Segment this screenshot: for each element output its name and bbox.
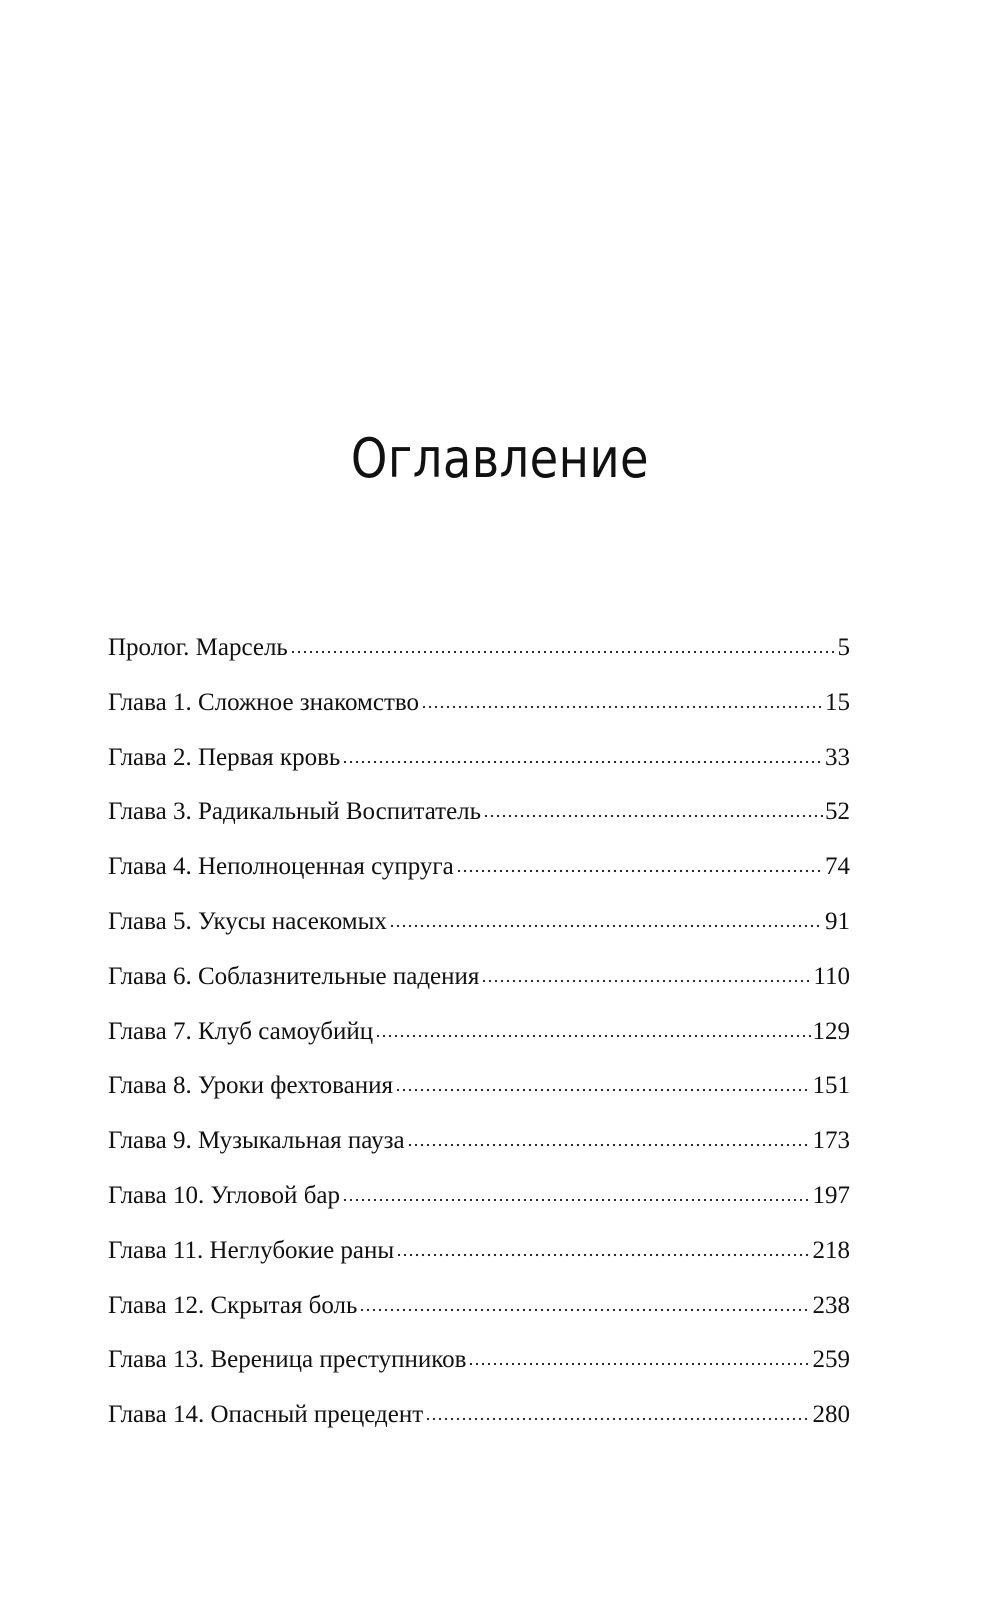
- toc-entry[interactable]: [108, 904, 850, 959]
- dot-leader: [359, 1290, 810, 1315]
- toc-entry-page: 74: [825, 853, 850, 881]
- toc-entry[interactable]: [108, 1068, 850, 1123]
- toc-entry-label: Глава 11. Неглубокие раны: [108, 1236, 395, 1264]
- toc-entry-page: 218: [812, 1236, 850, 1264]
- dot-leader: [481, 961, 811, 986]
- toc-entry-page: 173: [812, 1127, 850, 1155]
- toc-entry-page: 238: [812, 1291, 850, 1319]
- toc-entry-page: 52: [825, 798, 850, 826]
- toc-entry-label: Глава 5. Укусы насекомых: [108, 907, 387, 935]
- toc-entry-page: 259: [812, 1346, 850, 1374]
- dot-leader: [425, 1399, 810, 1424]
- toc-entry[interactable]: [108, 1342, 850, 1397]
- dot-leader: [342, 742, 823, 767]
- toc-entry-page: 15: [825, 688, 850, 716]
- toc-entry-page: 129: [812, 1017, 850, 1045]
- page-title: Оглавление: [350, 427, 650, 490]
- toc-entry-label: Глава 8. Уроки фехтования: [108, 1072, 394, 1100]
- dot-leader: [468, 1344, 810, 1369]
- toc-entry-label: Глава 14. Опасный прецедент: [108, 1401, 424, 1429]
- toc-entry[interactable]: [108, 630, 850, 685]
- toc-entry[interactable]: [108, 740, 850, 795]
- table-of-contents: [108, 630, 850, 1452]
- toc-entry-page: 33: [825, 743, 850, 771]
- toc-entry[interactable]: [108, 849, 850, 904]
- toc-entry-label: Глава 2. Первая кровь: [108, 743, 341, 771]
- toc-entry[interactable]: [108, 959, 850, 1014]
- toc-entry-page: 110: [813, 962, 850, 990]
- toc-entry[interactable]: [108, 1123, 850, 1178]
- toc-entry[interactable]: [108, 794, 850, 849]
- toc-entry-label: Глава 7. Клуб самоубийц: [108, 1017, 374, 1045]
- toc-entry-label: Пролог. Марсель: [108, 634, 288, 661]
- toc-entry-label: Глава 4. Неполноценная супруга: [108, 853, 454, 881]
- dot-leader: [389, 906, 823, 931]
- toc-entry-page: 151: [812, 1072, 850, 1100]
- dot-leader: [395, 1070, 810, 1095]
- dot-leader: [290, 632, 836, 657]
- toc-entry-label: Глава 10. Угловой бар: [108, 1181, 341, 1209]
- toc-entry-page: 280: [812, 1401, 850, 1429]
- dot-leader: [342, 1180, 810, 1205]
- dot-leader: [375, 1016, 810, 1041]
- dot-leader: [456, 851, 823, 876]
- toc-entry-page: 5: [837, 634, 850, 661]
- dot-leader: [396, 1235, 810, 1260]
- toc-entry-label: Глава 3. Радикальный Воспитатель: [108, 798, 482, 826]
- toc-entry-label: Глава 6. Соблазнительные падения: [108, 962, 480, 990]
- toc-entry-label: Глава 9. Музыкальная пауза: [108, 1127, 405, 1155]
- dot-leader: [483, 796, 823, 821]
- toc-entry[interactable]: [108, 1288, 850, 1343]
- toc-entry[interactable]: [108, 1178, 850, 1233]
- toc-entry-label: Глава 1. Сложное знакомство: [108, 688, 420, 716]
- toc-entry-label: Глава 12. Скрытая боль: [108, 1291, 358, 1319]
- toc-entry[interactable]: [108, 1014, 850, 1069]
- dot-leader: [421, 687, 823, 712]
- toc-entry[interactable]: [108, 1397, 850, 1452]
- toc-entry-page: 197: [812, 1181, 850, 1209]
- toc-entry[interactable]: [108, 685, 850, 740]
- toc-entry-label: Глава 13. Вереница преступников: [108, 1346, 467, 1374]
- toc-entry[interactable]: [108, 1233, 850, 1288]
- toc-entry-page: 91: [825, 907, 850, 935]
- dot-leader: [407, 1125, 811, 1150]
